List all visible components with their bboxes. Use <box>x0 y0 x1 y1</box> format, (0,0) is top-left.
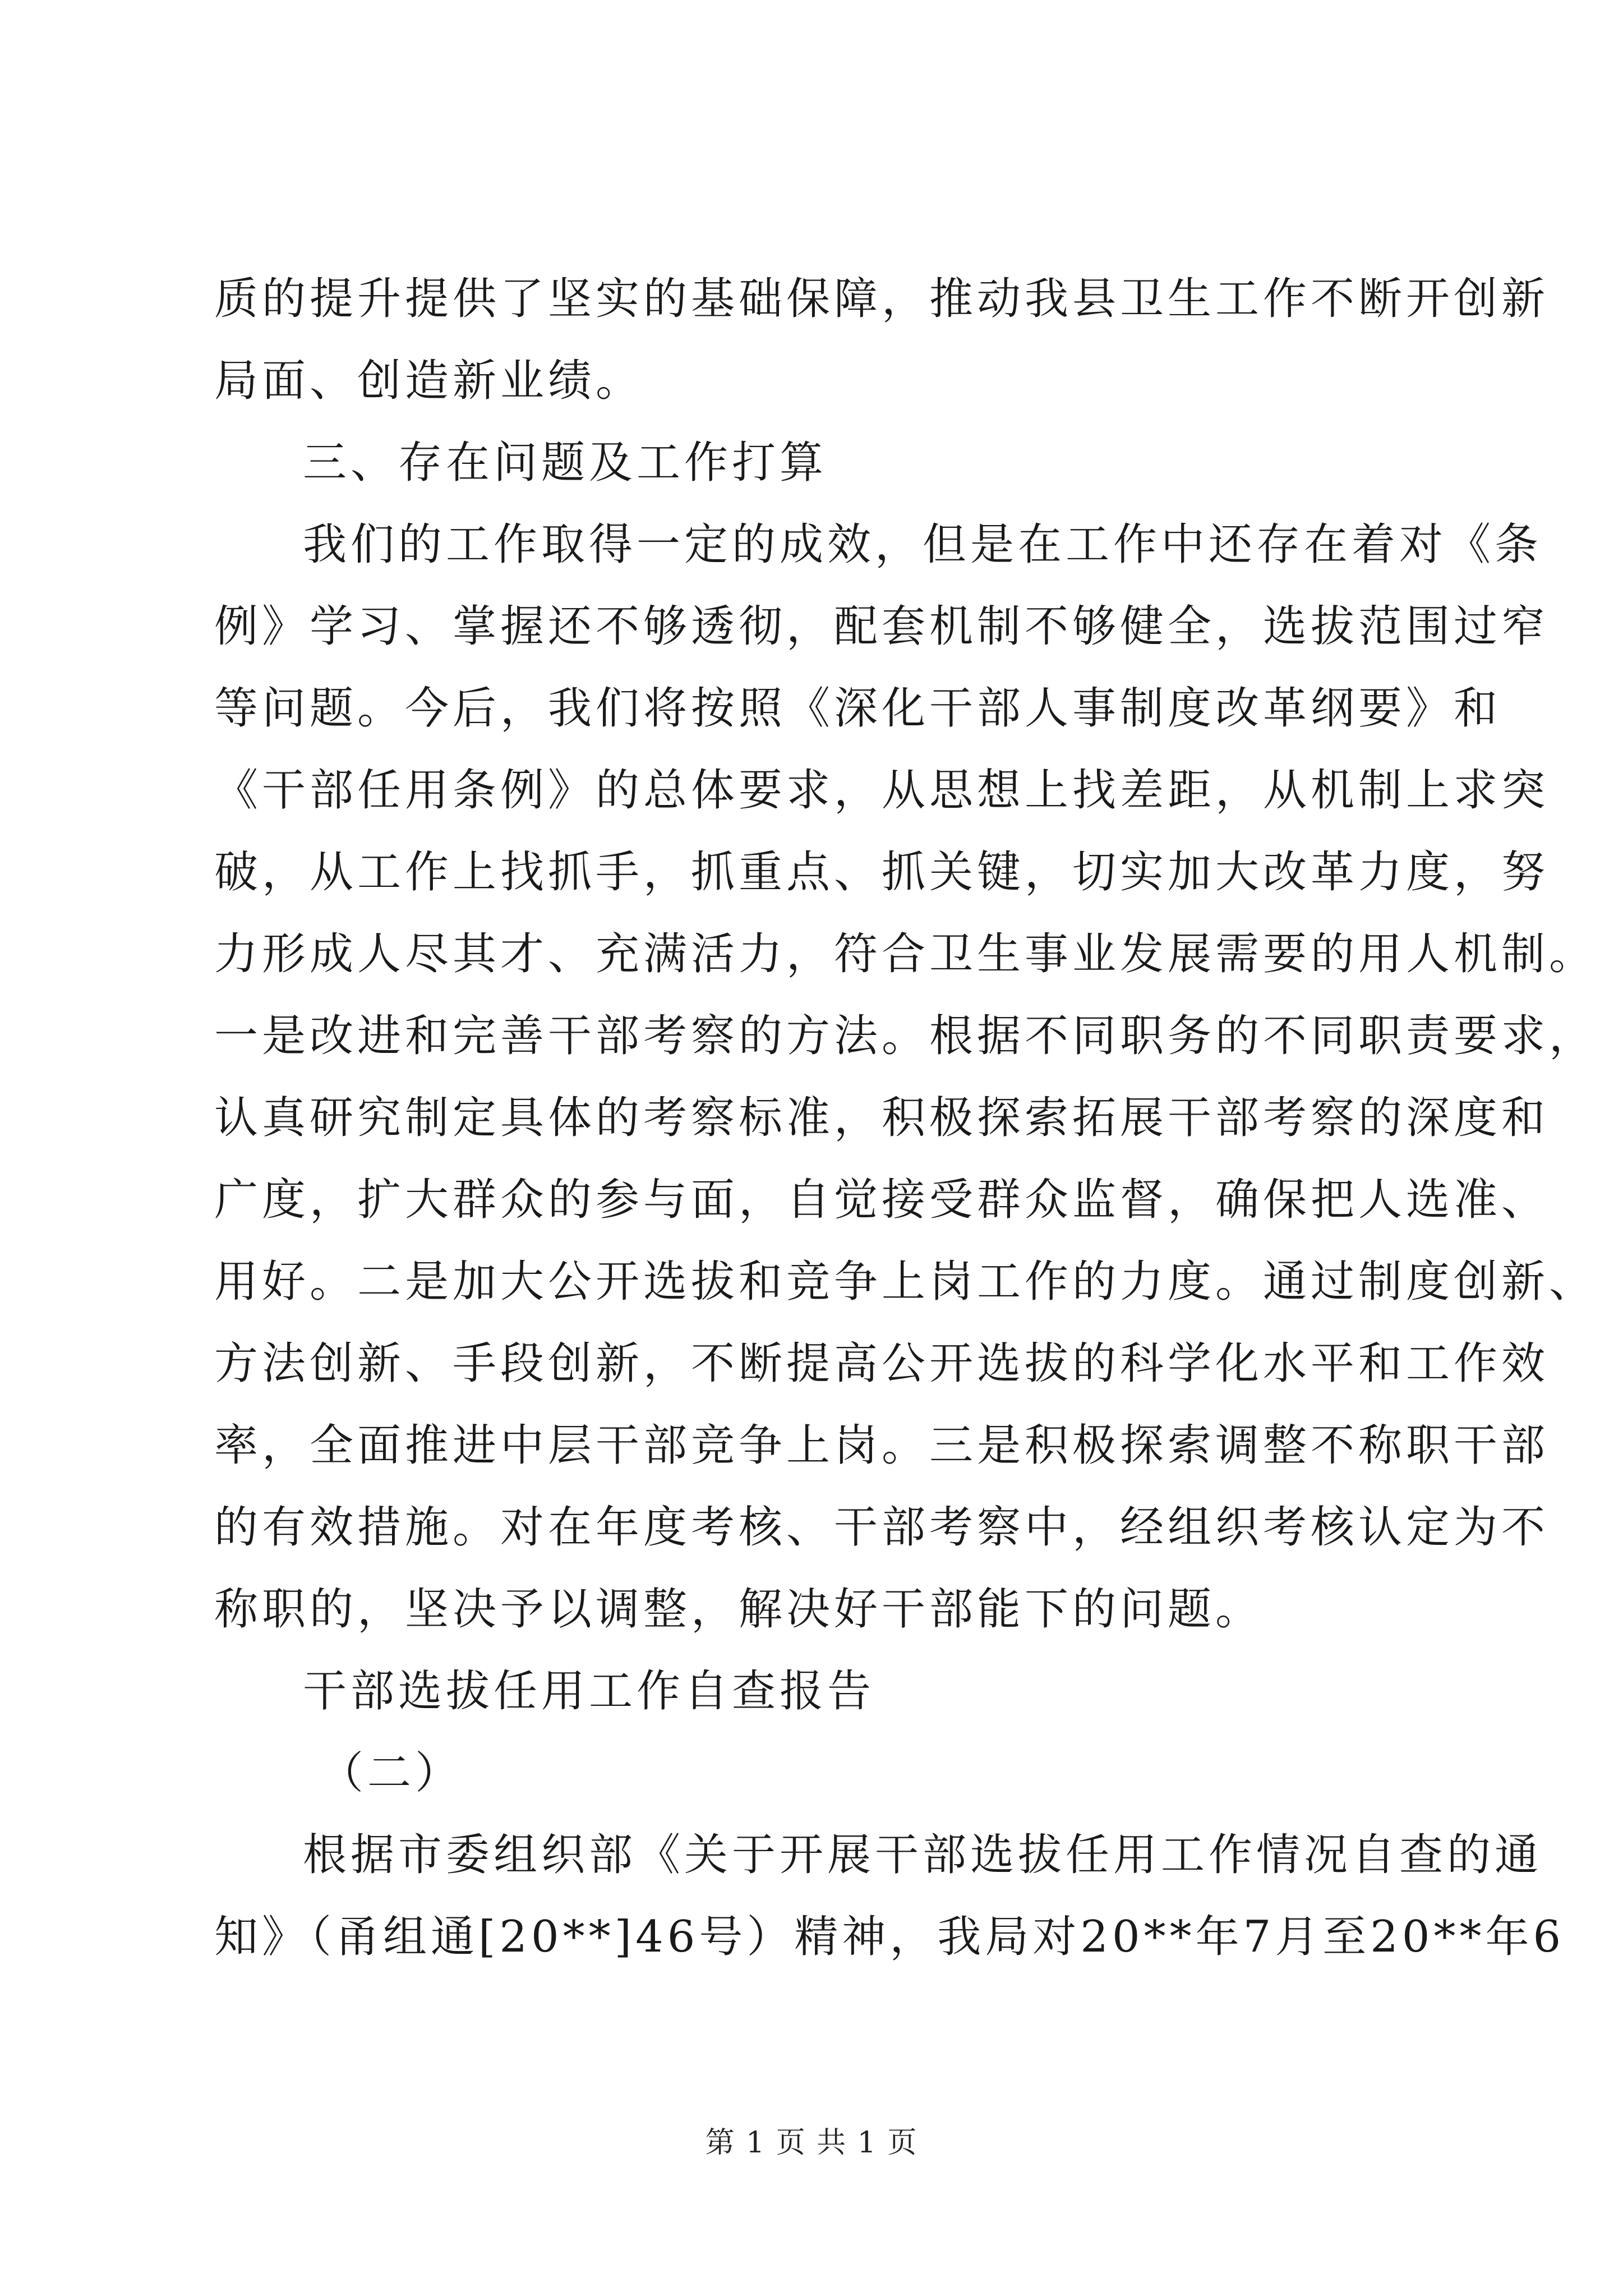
report-title: 干部选拔任用工作自查报告 <box>303 1666 875 1717</box>
text-line: 认真研究制定具体的考察标准，积极探索拓展干部考察的深度和 <box>214 1093 1550 1143</box>
page-number-footer: 第 1 页 共 1 页 <box>705 2126 918 2160</box>
text-line: 一是改进和完善干部考察的方法。根据不同职务的不同职责要求， <box>214 1011 1597 1061</box>
text-line: 破，从工作上找抓手，抓重点、抓关键，切实加大改革力度，努 <box>214 847 1550 898</box>
text-line: 方法创新、手段创新，不断提高公开选拔的科学化水平和工作效 <box>214 1338 1550 1389</box>
text-line: 局面、创造新业绩。 <box>214 356 644 406</box>
text-line: 用好。二是加大公开选拔和竞争上岗工作的力度。通过制度创新、 <box>214 1257 1597 1307</box>
text-line: 的有效措施。对在年度考核、干部考察中，经组织考核认定为不 <box>214 1502 1550 1553</box>
text-line: 等问题。今后，我们将按照《深化干部人事制度改革纲要》和 <box>214 683 1502 734</box>
text-line: 率，全面推进中层干部竞争上岗。三是积极探索调整不称职干部 <box>214 1420 1550 1471</box>
text-line: 例》学习、掌握还不够透彻，配套机制不够健全，选拔范围过窄 <box>214 601 1550 652</box>
text-line: 广度，扩大群众的参与面，自觉接受群众监督，确保把人选准、 <box>214 1175 1550 1225</box>
document-body <box>214 258 1597 1978</box>
text-line: 《干部任用条例》的总体要求，从思想上找差距，从机制上求突 <box>214 765 1550 816</box>
text-line: 称职的，坚决予以调整，解决好干部能下的问题。 <box>214 1584 1264 1635</box>
section-heading: 三、存在问题及工作打算 <box>303 438 828 488</box>
text-line: 知》（甬组通[20**]46号）精神，我局对20**年7月至20**年6 <box>214 1912 1565 1962</box>
text-line: 力形成人尽其才、充满活力，符合卫生事业发展需要的用人机制。 <box>214 929 1597 979</box>
report-subtitle: （二） <box>320 1748 463 1798</box>
text-line: 我们的工作取得一定的成效，但是在工作中还存在着对《条 <box>303 519 1543 570</box>
text-line: 质的提升提供了坚实的基础保障，推动我县卫生工作不断开创新 <box>214 274 1550 324</box>
text-line: 根据市委组织部《关于开展干部选拔任用工作情况自查的通 <box>303 1830 1543 1880</box>
